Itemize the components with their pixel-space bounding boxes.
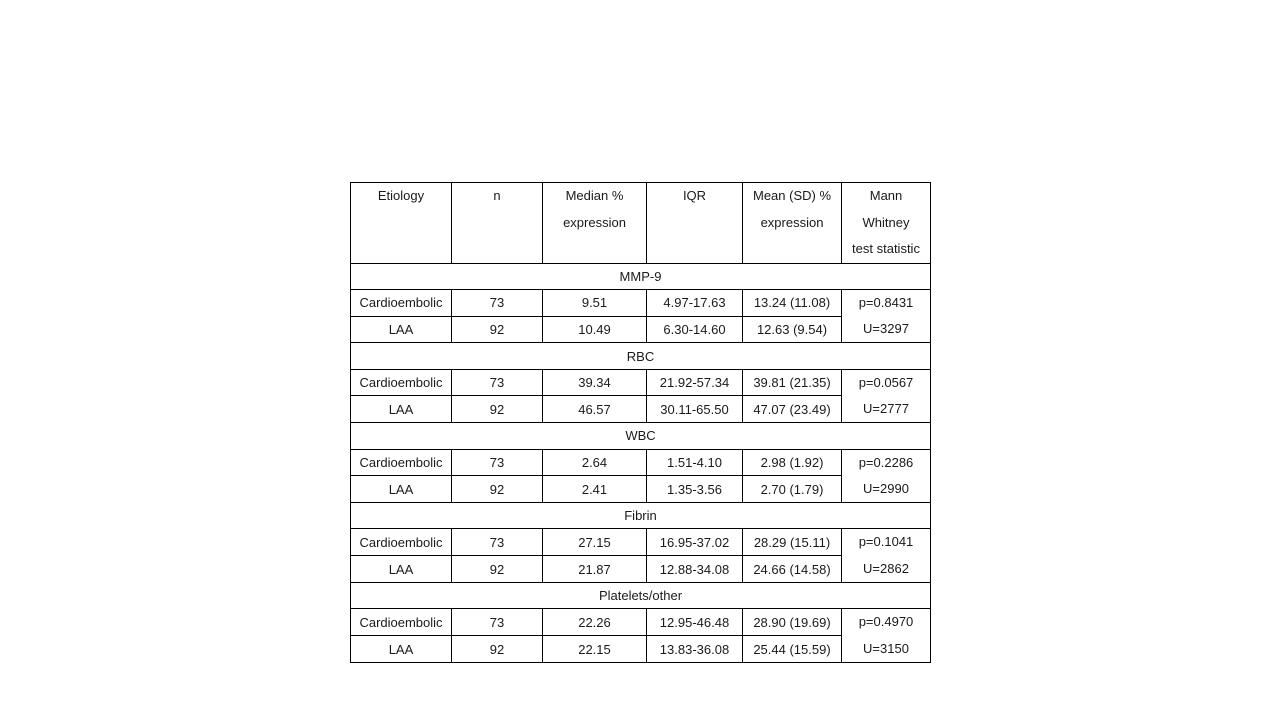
cell-iqr: 12.95-46.48 xyxy=(647,609,743,636)
section-title: MMP-9 xyxy=(351,263,931,289)
cell-test-statistic xyxy=(842,609,931,663)
cell-n: 92 xyxy=(452,636,543,663)
cell-mean-sd: 39.81 (21.35) xyxy=(743,369,842,396)
cell-n: 73 xyxy=(452,289,543,316)
cell-n: 73 xyxy=(452,609,543,636)
table-body xyxy=(351,263,931,662)
cell-n: 92 xyxy=(452,556,543,583)
header-mw-line-2: Whitney xyxy=(862,214,910,230)
cell-etiology: LAA xyxy=(351,396,452,423)
cell-iqr: 13.83-36.08 xyxy=(647,636,743,663)
section-title-row xyxy=(351,423,931,449)
header-etiology xyxy=(351,183,452,264)
header-median-line-1: Median % xyxy=(565,188,624,203)
cell-etiology: Cardioembolic xyxy=(351,449,452,476)
cell-mean-sd: 2.98 (1.92) xyxy=(743,449,842,476)
header-median xyxy=(543,183,647,264)
table-row xyxy=(351,369,931,396)
cell-iqr: 16.95-37.02 xyxy=(647,529,743,556)
section-title-row xyxy=(351,583,931,609)
table-row xyxy=(351,529,931,556)
cell-mean-sd: 24.66 (14.58) xyxy=(743,556,842,583)
cell-mean-sd: 25.44 (15.59) xyxy=(743,636,842,663)
cell-etiology: LAA xyxy=(351,556,452,583)
cell-etiology: Cardioembolic xyxy=(351,369,452,396)
header-median-line-2: expression xyxy=(563,214,626,230)
cell-iqr: 12.88-34.08 xyxy=(647,556,743,583)
cell-n: 92 xyxy=(452,396,543,423)
cell-iqr: 1.35-3.56 xyxy=(647,476,743,503)
p-value: p=0.4970 xyxy=(858,614,914,630)
section-title-row xyxy=(351,263,931,289)
header-mw-line-1: Mann xyxy=(869,188,903,203)
section-title: Fibrin xyxy=(351,503,931,529)
cell-etiology: Cardioembolic xyxy=(351,289,452,316)
u-statistic: U=2990 xyxy=(863,480,909,496)
header-mean-line-2: expression xyxy=(760,214,824,230)
u-statistic: U=2862 xyxy=(863,560,909,576)
section-title-row xyxy=(351,343,931,369)
cell-median: 21.87 xyxy=(543,556,647,583)
u-statistic: U=3297 xyxy=(863,321,909,337)
cell-etiology: LAA xyxy=(351,636,452,663)
section-title: WBC xyxy=(351,423,931,449)
section-title: Platelets/other xyxy=(351,583,931,609)
section-title: RBC xyxy=(351,343,931,369)
p-value: p=0.1041 xyxy=(858,534,914,550)
u-statistic: U=2777 xyxy=(863,400,909,416)
cell-mean-sd: 2.70 (1.79) xyxy=(743,476,842,503)
p-value: p=0.2286 xyxy=(858,454,914,470)
header-n-line: n xyxy=(493,188,501,203)
cell-n: 73 xyxy=(452,529,543,556)
header-mean-line-1: Mean (SD) % xyxy=(752,188,832,203)
cell-test-statistic xyxy=(842,449,931,503)
p-value: p=0.8431 xyxy=(858,294,914,310)
cell-n: 92 xyxy=(452,316,543,343)
cell-etiology: LAA xyxy=(351,476,452,503)
cell-test-statistic xyxy=(842,369,931,423)
cell-mean-sd: 28.90 (19.69) xyxy=(743,609,842,636)
header-mann-whitney xyxy=(842,183,931,264)
cell-mean-sd: 13.24 (11.08) xyxy=(743,289,842,316)
cell-median: 22.26 xyxy=(543,609,647,636)
cell-median: 2.64 xyxy=(543,449,647,476)
header-n xyxy=(452,183,543,264)
header-iqr-line: IQR xyxy=(682,188,707,203)
cell-median: 2.41 xyxy=(543,476,647,503)
cell-median: 46.57 xyxy=(543,396,647,423)
cell-mean-sd: 28.29 (15.11) xyxy=(743,529,842,556)
cell-iqr: 1.51-4.10 xyxy=(647,449,743,476)
header-mw-line-3: test statistic xyxy=(852,241,920,256)
cell-iqr: 4.97-17.63 xyxy=(647,289,743,316)
cell-mean-sd: 47.07 (23.49) xyxy=(743,396,842,423)
cell-median: 39.34 xyxy=(543,369,647,396)
cell-median: 27.15 xyxy=(543,529,647,556)
cell-iqr: 21.92-57.34 xyxy=(647,369,743,396)
cell-iqr: 6.30-14.60 xyxy=(647,316,743,343)
cell-n: 92 xyxy=(452,476,543,503)
p-value: p=0.0567 xyxy=(858,374,914,390)
table-row xyxy=(351,449,931,476)
cell-median: 22.15 xyxy=(543,636,647,663)
section-title-row xyxy=(351,503,931,529)
cell-iqr: 30.11-65.50 xyxy=(647,396,743,423)
data-table xyxy=(350,182,931,663)
header-etiology-line: Etiology xyxy=(377,188,425,203)
cell-etiology: Cardioembolic xyxy=(351,529,452,556)
header-iqr xyxy=(647,183,743,264)
table-header-row xyxy=(351,183,931,264)
cell-median: 10.49 xyxy=(543,316,647,343)
header-mean-sd xyxy=(743,183,842,264)
cell-etiology: LAA xyxy=(351,316,452,343)
u-statistic: U=3150 xyxy=(863,640,909,656)
table-row xyxy=(351,609,931,636)
cell-test-statistic xyxy=(842,529,931,583)
cell-etiology: Cardioembolic xyxy=(351,609,452,636)
table-row xyxy=(351,289,931,316)
cell-n: 73 xyxy=(452,449,543,476)
cell-median: 9.51 xyxy=(543,289,647,316)
cell-test-statistic xyxy=(842,289,931,343)
cell-n: 73 xyxy=(452,369,543,396)
cell-mean-sd: 12.63 (9.54) xyxy=(743,316,842,343)
